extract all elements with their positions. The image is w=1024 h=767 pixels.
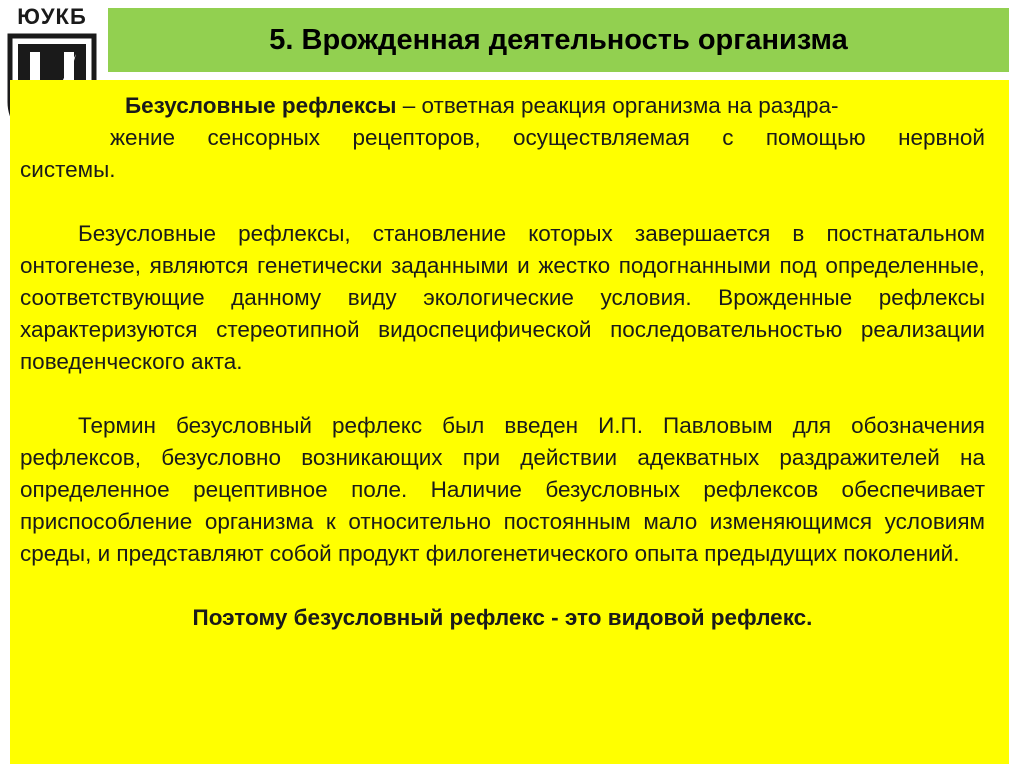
paragraph-definition xyxy=(20,90,985,186)
content-panel xyxy=(10,80,1009,764)
definition-term: Безусловные рефлексы xyxy=(125,93,397,118)
paragraph-ontogenesis: Безусловные рефлексы, становление которых завершается в постнатальном онтогенезе, являются генетически заданными и жестко подогнанными под определенные, соответствующие данному виду экологические условия. Врожденные рефлексы характеризуются стереотипной видоспецифической последовательностью реализации поведенческого акта. xyxy=(20,221,985,374)
title-bar xyxy=(108,8,1009,72)
definition-line-3: системы. xyxy=(20,157,116,182)
page-title: 5. Врожденная деятельность организма xyxy=(269,23,848,56)
definition-line-1 xyxy=(20,90,985,122)
logo-text: ЮУКБ xyxy=(17,4,87,29)
definition-line-1-rest: – ответная реакция организма на раздра- xyxy=(396,93,839,118)
definition-line-2: жение сенсорных рецепторов, осуществляемая с помощью нервной xyxy=(110,125,985,150)
conclusion-text: Поэтому безусловный рефлекс - это видовой рефлекс. xyxy=(192,605,813,630)
paragraph-pavlov: Термин безусловный рефлекс был введен И.П. Павловым для обозначения рефлексов, безусловно возникающих при действии адекватных раздражителей на определенное рецептивное поле. Наличие безусловных рефлексов обеспечивает приспособление организма к относительно постоянным мало изменяющимся условиям среды, и представляют собой продукт филогенетического опыта предыдущих поколений. xyxy=(20,413,985,566)
